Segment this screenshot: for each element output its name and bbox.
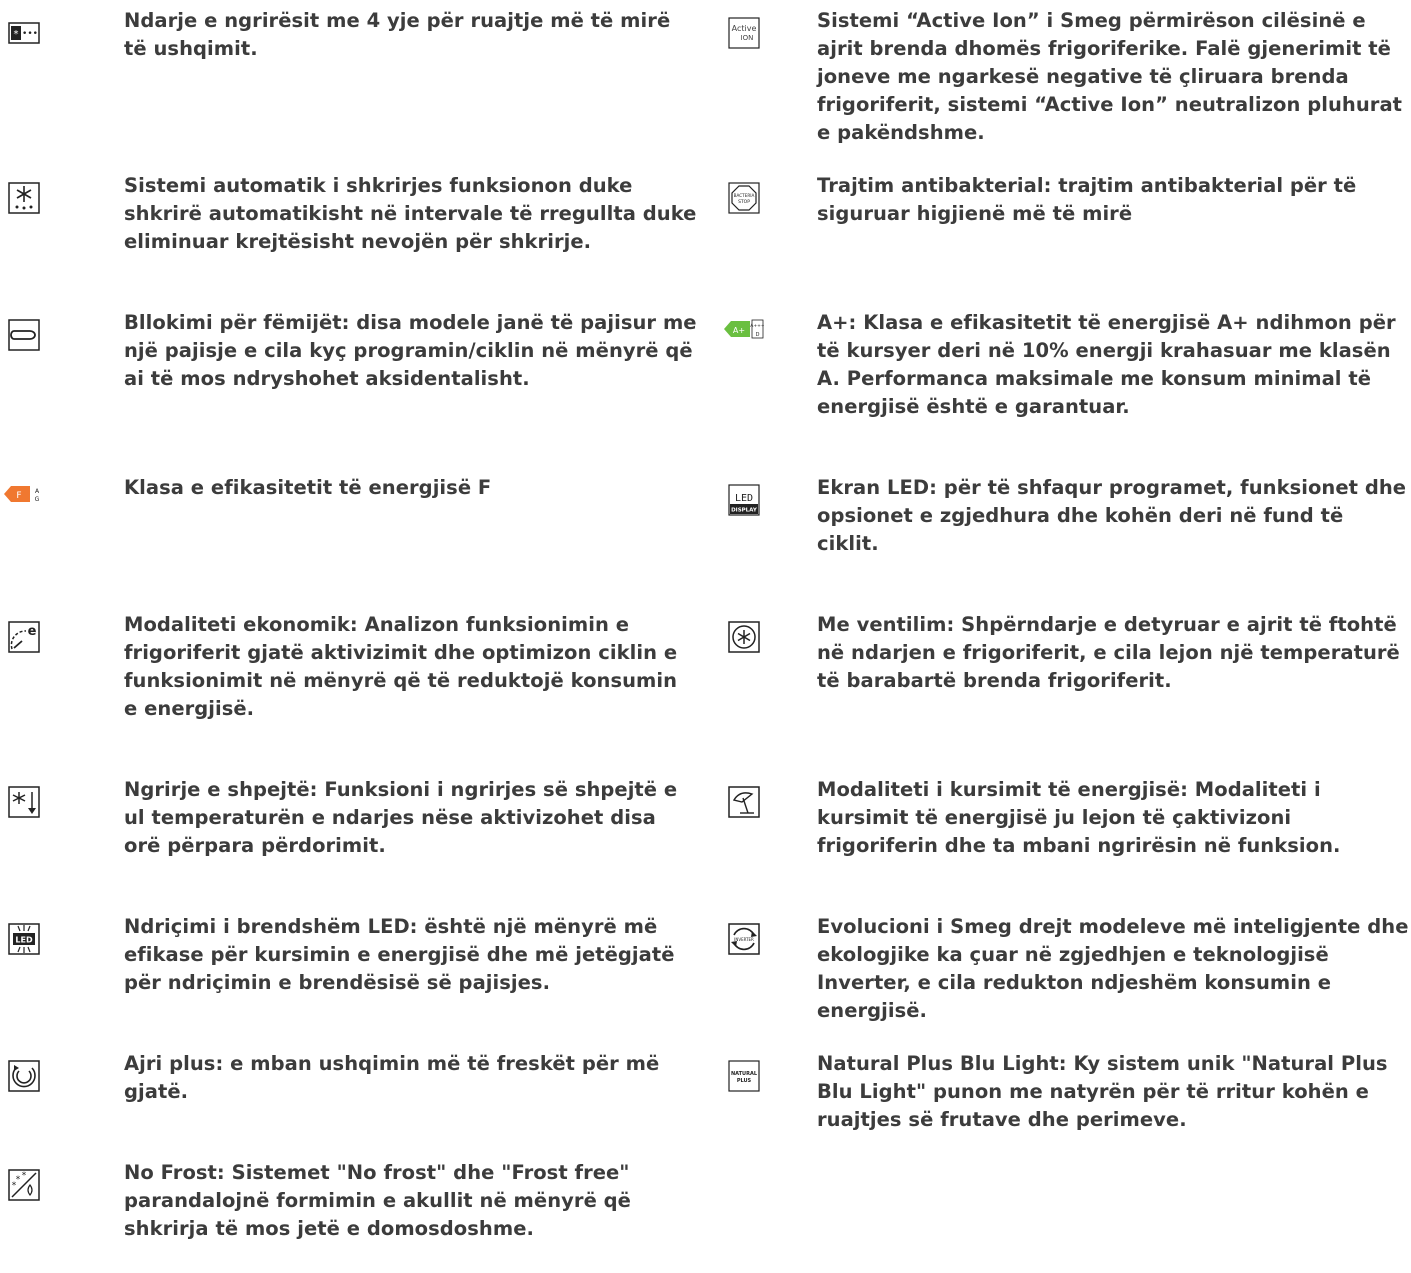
svg-text:*: *: [21, 1171, 27, 1181]
feature-description: Ekran LED: për të shfaqur programet, funksionet dhe opsionet e zgjedhura dhe kohën deri në fund të ciklit.: [817, 476, 1407, 555]
inverter-label: INVERTER: [734, 937, 754, 942]
feature-description: Bllokimi për fëmijët: disa modele janë të pajisur me një pajisje e cila kyç programin/ciklin në mënyrë që ai të mos ndryshohet aksidentalisht.: [124, 311, 697, 390]
feature-description: Evolucioni i Smeg drejt modeleve më inteligjente dhe ekologjike ka çuar në zgjedhjen e teknologjisë Inverter, e cila redukton ndjeshëm konsumin e energjisë.: [817, 915, 1409, 1022]
feature-description: Modaliteti i kursimit të energjisë: Modaliteti i kursimit të energjisë ju lejon të çaktivizoni frigoriferin dhe ta mbani ngrirësin në funksion.: [817, 778, 1341, 857]
svg-text:*: *: [15, 1175, 21, 1185]
vacation-mode-icon: [728, 786, 760, 818]
feature-description: Ajri plus: e mban ushqimin më të freskët për më gjatë.: [124, 1052, 660, 1103]
feature-description: Sistemi automatik i shkrirjes funksionon duke shkrirë automatikisht në intervale të rregullta duke eliminuar krejtësisht nevojën për shkrirje.: [124, 174, 697, 253]
energy-scale-bottom: G: [34, 496, 40, 503]
energy-scale-top: A+++: [750, 324, 764, 329]
no-frost-icon: [8, 1169, 40, 1201]
active-ion-label-1: Active: [731, 24, 757, 33]
energy-badge-label: A+: [732, 326, 746, 335]
led-display-label-2: DISPLAY: [731, 507, 757, 514]
led-display-icon: [728, 484, 760, 516]
eco-mode-icon: [8, 621, 40, 653]
fan-cooling-icon: [728, 621, 760, 653]
air-plus-icon: [8, 1060, 40, 1092]
energy-scale-top: A: [34, 488, 40, 495]
svg-text:*: *: [11, 1181, 17, 1191]
feature-description: Trajtim antibakterial: trajtim antibakterial për të siguruar higjienë më të mirë: [817, 174, 1357, 225]
feature-description: Natural Plus Blu Light: Ky sistem unik "Natural Plus Blu Light" punon me natyrën për të rritur kohën e ruajtjes së frutave dhe perimeve.: [817, 1052, 1388, 1131]
feature-description: Me ventilim: Shpërndarje e detyruar e ajrit të ftohtë në ndarjen e frigoriferit, e cila lejon një temperaturë të barabartë brenda frigoriferit.: [817, 613, 1400, 692]
feature-description: Klasa e efikasitetit të energjisë F: [124, 476, 492, 499]
energy-scale-bottom: D: [755, 332, 760, 338]
natural-plus-label-1: NATURAL: [730, 1071, 758, 1077]
fast-freeze-icon: [8, 786, 40, 818]
led-light-label: LED: [15, 935, 33, 945]
bacteria-label-1: BACTERIA: [733, 193, 755, 198]
svg-text:e: e: [27, 624, 37, 639]
active-ion-icon: [728, 17, 760, 49]
child-lock-icon: [8, 319, 40, 351]
natural-plus-icon: [728, 1060, 760, 1092]
bacteria-label-2: STOP: [738, 200, 750, 205]
led-light-icon: [8, 923, 40, 955]
svg-text:*: *: [13, 29, 19, 40]
bacteria-stop-icon: [728, 182, 760, 214]
active-ion-label-2: ION: [740, 34, 754, 42]
feature-description: Ndarje e ngrirësit me 4 yje për ruajtje më të mirë të ushqimit.: [124, 9, 671, 60]
energy-badge-label: F: [16, 491, 22, 501]
inverter-icon: [728, 923, 760, 955]
led-display-label-1: LED: [734, 493, 754, 504]
feature-description: Modaliteti ekonomik: Analizon funksionimin e frigoriferit gjatë aktivizimit dhe optimizon ciklin e funksionimit në mënyrë që të reduktojë konsumin e energjisë.: [124, 613, 678, 720]
feature-description: No Frost: Sistemet "No frost" dhe "Frost free" parandalojnë formimin e akullit në mënyrë që shkrirja të mos jetë e domosdoshme.: [124, 1161, 631, 1240]
auto-defrost-icon: [8, 182, 40, 214]
feature-description: Ndriçimi i brendshëm LED: është një mënyrë më efikase për kursimin e energjisë dhe më jetëgjatë për ndriçimin e brendësisë së pajisjes.: [124, 915, 675, 994]
feature-description: Sistemi “Active Ion” i Smeg përmirëson cilësinë e ajrit brenda dhomës frigoriferike. Falë gjenerimit të joneve me ngarkesë negative të çliruara brenda frigoriferit, sistemi “Active Ion” neutralizon pluhurat e pakëndshme.: [817, 9, 1403, 144]
four-star-freezer-icon: [8, 17, 40, 49]
energy-class-f-icon: [4, 484, 44, 504]
feature-description: A+: Klasa e efikasitetit të energjisë A+ ndihmon për të kursyer deri në 10% energji krahasuar me klasën A. Performanca maksimale me konsum minimal të energjisë është e garantuar.: [817, 311, 1396, 418]
feature-description: Ngrirje e shpejtë: Funksioni i ngrirjes së shpejtë e ul temperaturën e ndarjes nëse aktivizohet disa orë përpara përdorimit.: [124, 778, 678, 857]
energy-class-aplus-icon: [724, 319, 764, 339]
svg-text:•••: •••: [22, 29, 38, 39]
natural-plus-label-2: PLUS: [736, 1078, 752, 1084]
